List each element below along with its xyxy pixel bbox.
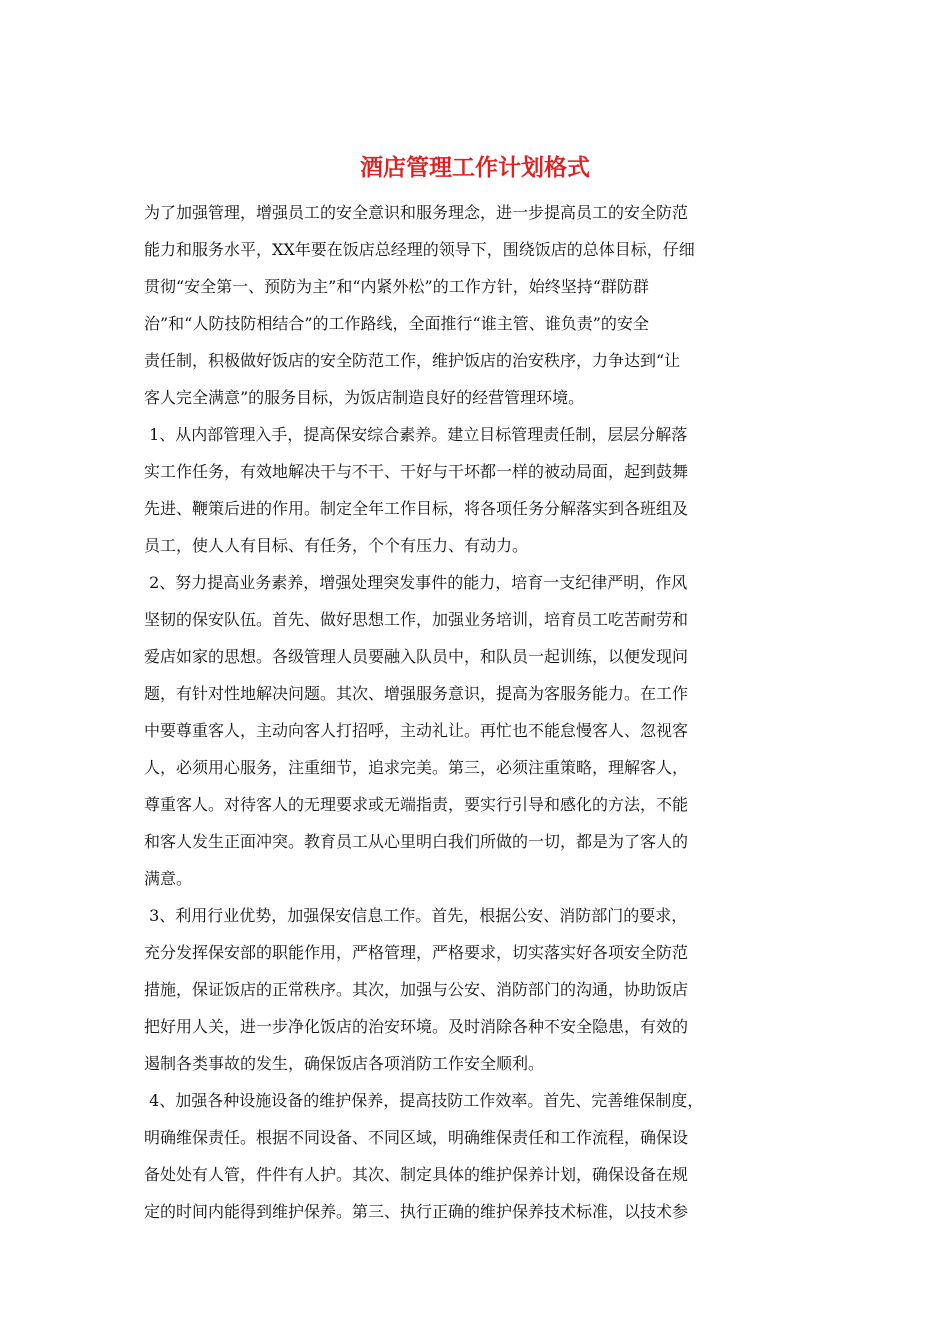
text-line: 把好用人关，进一步净化饭店的治安环境。及时消除各种不安全隐患，有效的	[144, 1017, 689, 1036]
text-line: 坚韧的保安队伍。首先、做好思想工作，加强业务培训，培育员工吃苦耐劳和	[144, 610, 689, 629]
text-line: 尊重客人。对待客人的无理要求或无端指责，要实行引导和感化的方法，不能	[144, 795, 689, 814]
text-line: 客人完全满意”的服务目标，为饭店制造良好的经营管理环境。	[144, 388, 585, 407]
text-line: 爱店如家的思想。各级管理人员要融入队员中，和队员一起训练，以便发现问	[144, 647, 689, 666]
text-line: 充分发挥保安部的职能作用，严格管理，严格要求，切实落实好各项安全防范	[144, 943, 689, 962]
text-line: 题，有针对性地解决问题。其次、增强服务意识，提高为客服务能力。在工作	[144, 684, 689, 703]
text-line: 员工，使人人有目标、有任务，个个有压力、有动力。	[144, 536, 529, 555]
text-line: 定的时间内能得到维护保养。第三、执行正确的维护保养技术标准，以技术参	[144, 1202, 689, 1221]
text-line: 能力和服务水平，XX年要在饭店总经理的领导下，围绕饭店的总体目标，仔细	[144, 240, 695, 259]
text-line: 为了加强管理，增强员工的安全意识和服务理念，进一步提高员工的安全防范	[144, 203, 689, 222]
paragraph-4	[144, 897, 814, 1082]
text-line: 治”和“人防技防相结合”的工作路线，全面推行“谁主管、谁负责”的安全	[144, 314, 649, 333]
text-line: 明确维保责任。根据不同设备、不同区域，明确维保责任和工作流程，确保设	[144, 1128, 689, 1147]
text-line: 先进、鞭策后进的作用。制定全年工作目标，将各项任务分解落实到各班组及	[144, 499, 689, 518]
text-line: 1、从内部管理入手，提高保安综合素养。建立目标管理责任制，层层分解落	[144, 425, 688, 444]
text-line: 2、努力提高业务素养，增强处理突发事件的能力，培育一支纪律严明，作风	[144, 573, 688, 592]
text-line: 责任制，积极做好饭店的安全防范工作，维护饭店的治安秩序，力争达到“让	[144, 351, 681, 370]
text-line: 满意。	[144, 869, 193, 888]
text-line: 和客人发生正面冲突。教育员工从心里明白我们所做的一切，都是为了客人的	[144, 832, 689, 851]
paragraph-1	[144, 194, 814, 416]
text-line: 4、加强各种设施设备的维护保养，提高技防工作效率。首先、完善维保制度，	[144, 1091, 704, 1110]
text-line: 措施，保证饭店的正常秩序。其次，加强与公安、消防部门的沟通，协助饭店	[144, 980, 689, 999]
paragraph-2	[144, 416, 814, 564]
text-line: 人，必须用心服务，注重细节，追求完美。第三，必须注重策略，理解客人，	[144, 758, 689, 777]
paragraph-3	[144, 564, 814, 897]
text-line: 3、利用行业优势，加强保安信息工作。首先，根据公安、消防部门的要求，	[144, 906, 688, 925]
text-line: 实工作任务，有效地解决干与不干、干好与干坏都一样的被动局面，起到鼓舞	[144, 462, 689, 481]
text-line: 中要尊重客人，主动向客人打招呼，主动礼让。再忙也不能怠慢客人、忽视客	[144, 721, 689, 740]
text-line: 备处处有人管，件件有人护。其次、制定具体的维护保养计划，确保设备在规	[144, 1165, 689, 1184]
text-line: 遏制各类事故的发生，确保饭店各项消防工作安全顺利。	[144, 1054, 545, 1073]
document-body	[144, 194, 814, 1230]
text-line: 贯彻“安全第一、预防为主”和“内紧外松”的工作方针，始终坚持“群防群	[144, 277, 649, 296]
paragraph-5	[144, 1082, 814, 1230]
document-title: 酒店管理工作计划格式	[360, 154, 590, 181]
